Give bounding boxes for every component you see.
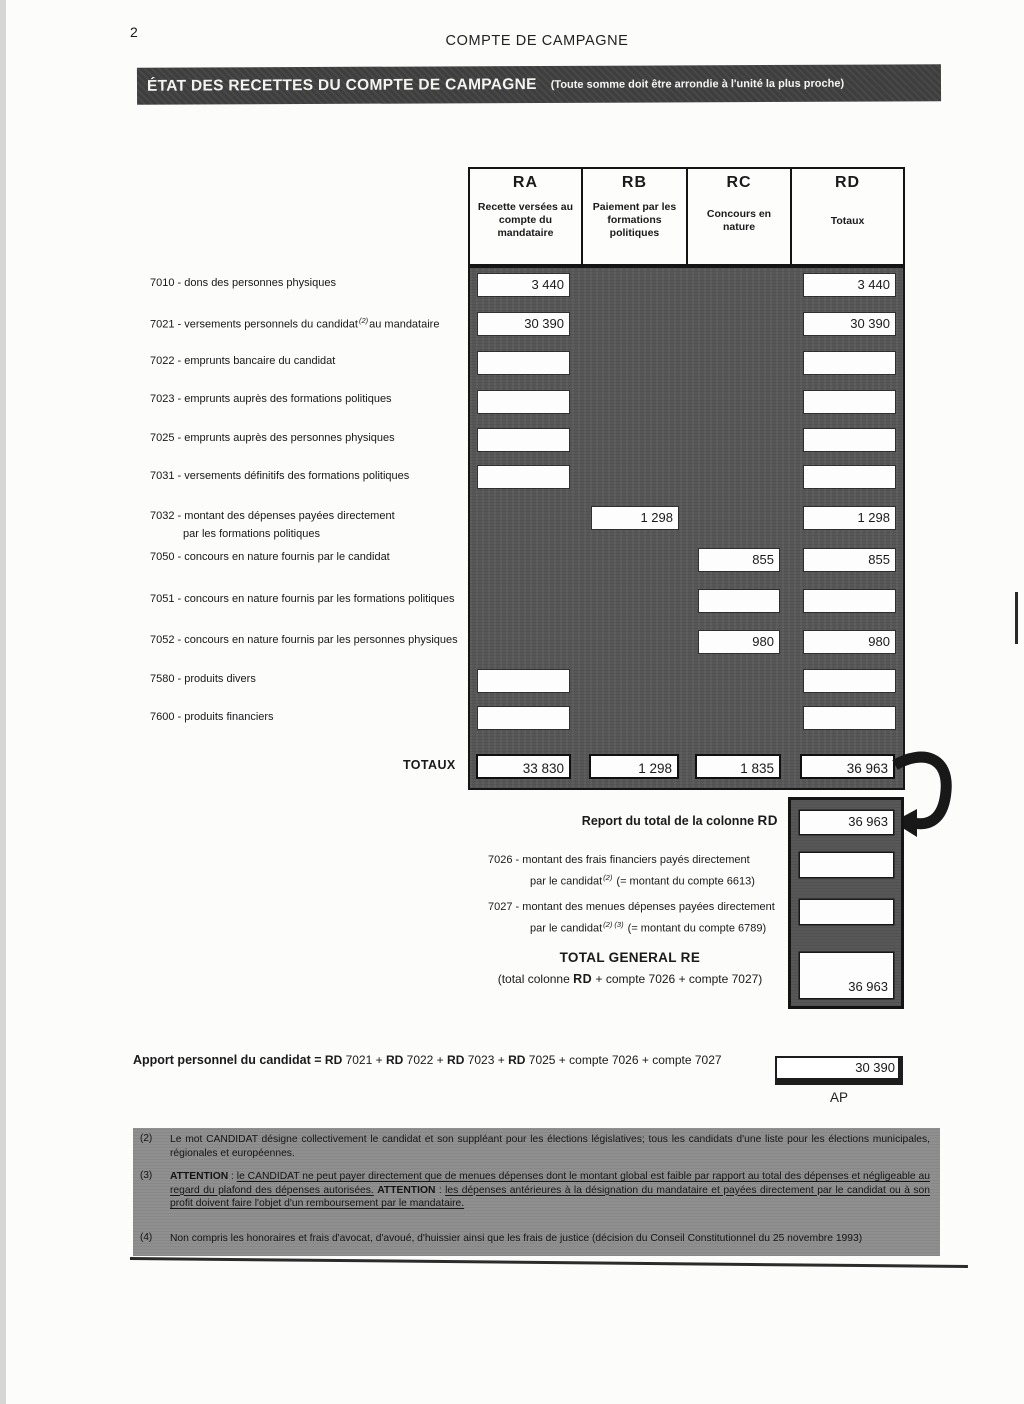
value-box-7031-rd[interactable] xyxy=(804,466,895,488)
row-label-7032: 7032 - montant des dépenses payées directement xyxy=(150,510,395,522)
row-label-7022: 7022 - emprunts bancaire du candidat xyxy=(150,355,336,367)
footnote-2: (2) Le mot CANDIDAT désigne collectivement le candidat et son suppléant pour les élections législatives; tous les candidats d'une liste pour les élections municipales, régionales et européennes. xyxy=(140,1133,930,1159)
total-box-rd[interactable]: 36 963 xyxy=(800,754,895,779)
value-box-7051-rc[interactable] xyxy=(699,590,779,612)
value-box-7025-rd[interactable] xyxy=(804,429,895,451)
total-box-rc[interactable]: 1 835 xyxy=(695,754,781,779)
value-box-7022-ra[interactable] xyxy=(478,352,569,374)
doc-title: COMPTE DE CAMPAGNE xyxy=(445,33,629,49)
col-header-ra xyxy=(470,169,583,264)
table-column-headers xyxy=(468,167,905,266)
row-label-7032-line2: par les formations politiques xyxy=(183,528,320,540)
banner-title: ÉTAT DES RECETTES DU COMPTE DE CAMPAGNE xyxy=(146,75,537,95)
col-label-rc: Concours en nature xyxy=(706,208,772,233)
totals-label: TOTAUX xyxy=(403,758,456,772)
total-general-subtitle: (total colonne RD + compte 7026 + compte 7027) xyxy=(497,972,763,986)
total-general-title: TOTAL GENERAL RE xyxy=(559,950,701,965)
col-code-rd: RD xyxy=(834,174,861,191)
total-box-rb[interactable]: 1 298 xyxy=(589,754,679,779)
value-box-7022-rd[interactable] xyxy=(804,352,895,374)
total-general-label xyxy=(480,950,780,986)
col-label-ra: Recette versées au compte du mandataire xyxy=(477,201,574,239)
value-box-7032-rd[interactable]: 1 298 xyxy=(804,507,895,529)
row-label-7580: 7580 - produits divers xyxy=(150,673,256,685)
apport-formula: Apport personnel du candidat = RD 7021 + RD 7022 + RD 7023 + RD 7025 + compte 7026 + compte 7027 xyxy=(133,1053,722,1067)
value-box-7031-ra[interactable] xyxy=(478,466,569,488)
value-box-7032-rb[interactable]: 1 298 xyxy=(592,507,678,529)
footnote-3: (3) ATTENTION : le CANDIDAT ne peut payer directement que de menues dépenses dont le montant global est faible par rapport au total des dépenses et négligeable au regard du plafond des dépenses autorisées. ATTENTION : les dépenses antérieures à la désignation du mandataire et payées directement par le candidat ou à son profit doivent faire l'objet d'un remboursement par le mandataire. xyxy=(140,1170,930,1209)
col-header-rd xyxy=(792,169,903,264)
value-box-7580-ra[interactable] xyxy=(478,670,569,692)
value-box-7050-rc[interactable]: 855 xyxy=(699,549,779,571)
row-label-7051: 7051 - concours en nature fournis par les formations politiques xyxy=(150,593,455,605)
total-box-ra[interactable]: 33 830 xyxy=(476,754,571,779)
col-header-rb xyxy=(583,169,688,264)
row-label-7050: 7050 - concours en nature fournis par le candidat xyxy=(150,551,390,563)
col-code-rb: RB xyxy=(621,174,648,191)
section-banner xyxy=(137,64,941,105)
value-box-7023-ra[interactable] xyxy=(478,391,569,413)
banner-subtitle: (Toute somme doit être arrondie à l'unité la plus proche) xyxy=(550,77,845,91)
account-7027-label: 7027 - montant des menues dépenses payées directement par le candidat$^{(2) (3)}$ (= montant du compte 6789) xyxy=(488,901,775,935)
apport-box[interactable]: 30 390 xyxy=(775,1056,903,1085)
col-label-rb: Paiement par les formations politiques xyxy=(592,201,677,239)
col-header-rc xyxy=(688,169,792,264)
total-general-box[interactable]: 36 963 xyxy=(800,953,893,998)
page-number: 2 xyxy=(130,24,138,40)
value-box-7600-rd[interactable] xyxy=(804,707,895,729)
row-label-7052: 7052 - concours en nature fournis par les personnes physiques xyxy=(150,634,458,646)
col-code-ra: RA xyxy=(512,174,539,191)
account-7026-box[interactable] xyxy=(800,853,893,877)
scan-edge-artifact xyxy=(0,0,6,1404)
value-box-7010-rd[interactable]: 3 440 xyxy=(804,274,895,296)
value-box-7052-rc[interactable]: 980 xyxy=(699,631,779,653)
value-box-7021-rd[interactable]: 30 390 xyxy=(804,313,895,335)
value-box-7023-rd[interactable] xyxy=(804,391,895,413)
row-label-7023: 7023 - emprunts auprès des formations politiques xyxy=(150,393,392,405)
ap-caption: AP xyxy=(829,1090,848,1105)
report-box[interactable]: 36 963 xyxy=(800,811,893,834)
scan-line-artifact xyxy=(130,1257,968,1268)
value-box-7580-rd[interactable] xyxy=(804,670,895,692)
value-box-7051-rd[interactable] xyxy=(804,590,895,612)
col-label-rd: Totaux xyxy=(830,215,865,227)
report-label: Report du total de la colonne RD xyxy=(581,813,778,828)
row-label-7021: 7021 - versements personnels du candidat$^{(2)}$au mandataire xyxy=(150,316,440,331)
row-label-7600: 7600 - produits financiers xyxy=(150,711,274,723)
row-label-7010: 7010 - dons des personnes physiques xyxy=(150,277,336,289)
value-box-7050-rd[interactable]: 855 xyxy=(804,549,895,571)
row-label-7031: 7031 - versements définitifs des formations politiques xyxy=(150,470,410,482)
footnotes-panel xyxy=(133,1128,940,1256)
value-box-7600-ra[interactable] xyxy=(478,707,569,729)
scan-mark-artifact xyxy=(1015,592,1018,644)
account-7027-box[interactable] xyxy=(800,900,893,924)
footnote-4: (4) Non compris les honoraires et frais d'avocat, d'avoué, d'huissier ainsi que les frais de justice (décision du Conseil Constitutionnel du 25 novembre 1993) xyxy=(140,1232,863,1244)
row-label-7025: 7025 - emprunts auprès des personnes physiques xyxy=(150,432,395,444)
value-box-7025-ra[interactable] xyxy=(478,429,569,451)
account-7026-label: 7026 - montant des frais financiers payés directement par le candidat$^{(2)}$ (= montant du compte 6613) xyxy=(488,854,755,888)
value-box-7052-rd[interactable]: 980 xyxy=(804,631,895,653)
value-box-7010-ra[interactable]: 3 440 xyxy=(478,274,569,296)
value-box-7021-ra[interactable]: 30 390 xyxy=(478,313,569,335)
col-code-rc: RC xyxy=(726,174,752,191)
